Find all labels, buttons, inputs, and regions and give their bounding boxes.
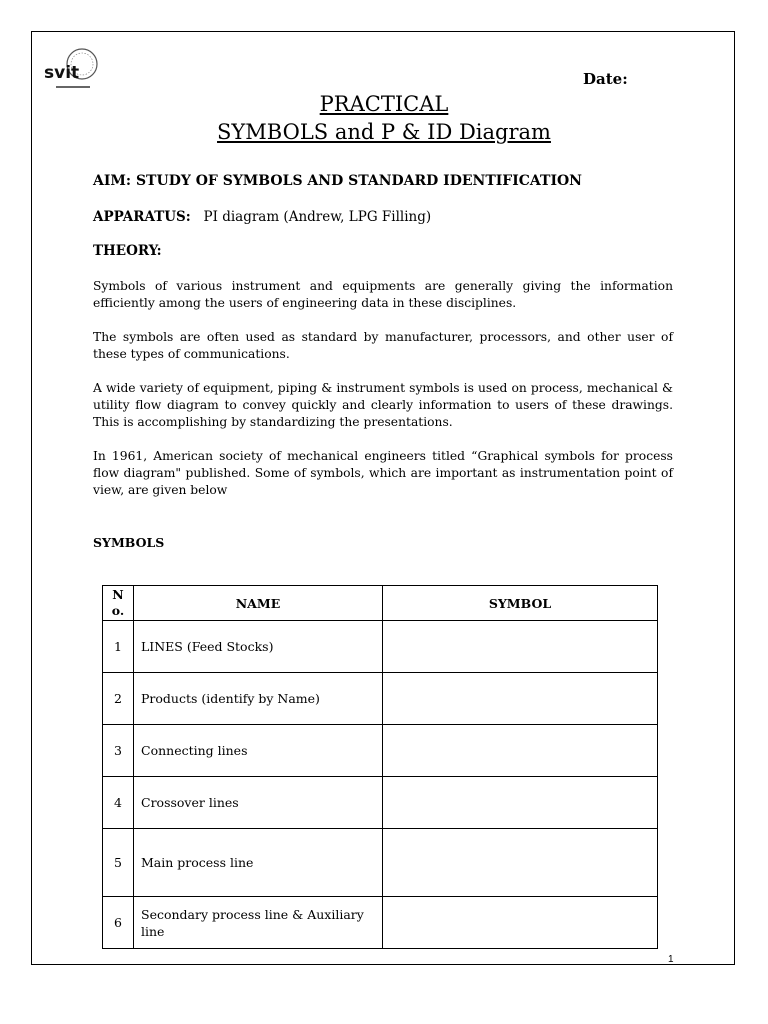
- row-number: 3: [103, 725, 134, 777]
- apparatus-line: [93, 209, 431, 225]
- logo-text: svit: [44, 63, 80, 83]
- row-name: Main process line: [134, 829, 383, 897]
- symbols-table: [102, 585, 658, 949]
- theory-heading: THEORY:: [93, 243, 162, 259]
- row-symbol: [383, 725, 658, 777]
- row-number: 1: [103, 621, 134, 673]
- header-no: N o.: [103, 586, 134, 621]
- aim-heading: AIM: STUDY OF SYMBOLS AND STANDARD IDENTIFICATION: [93, 173, 582, 189]
- row-symbol: [383, 777, 658, 829]
- institute-logo: [42, 44, 104, 94]
- row-number: 6: [103, 897, 134, 949]
- row-number: 5: [103, 829, 134, 897]
- theory-paragraph-3: A wide variety of equipment, piping & instrument symbols is used on process, mechanical & utility flow diagram to convey quickly and clearly information to users of these drawings. This is accomplishing by standardizing the presentations.: [93, 381, 673, 429]
- row-number: 4: [103, 777, 134, 829]
- symbols-heading: SYMBOLS: [93, 535, 165, 550]
- theory-paragraph-4: In 1961, American society of mechanical engineers titled “Graphical symbols for process flow diagram" published. Some of symbols, which are important as instrumentation point of view, are given below: [93, 449, 673, 497]
- row-name: Secondary process line & Auxiliary line: [134, 897, 383, 949]
- row-name: Products (identify by Name): [134, 673, 383, 725]
- row-name: LINES (Feed Stocks): [134, 621, 383, 673]
- table-row: [103, 897, 658, 949]
- row-symbol: [383, 621, 658, 673]
- row-symbol: [383, 829, 658, 897]
- date-label: Date:: [583, 70, 628, 88]
- theory-paragraph-2: The symbols are often used as standard by manufacturer, processors, and other user of these types of communications.: [93, 330, 673, 361]
- row-symbol: [383, 673, 658, 725]
- row-number: 2: [103, 673, 134, 725]
- apparatus-label: APPARATUS:: [93, 209, 191, 225]
- table-row: [103, 829, 658, 897]
- row-name: Crossover lines: [134, 777, 383, 829]
- document-subtitle: SYMBOLS and P & ID Diagram: [217, 120, 551, 144]
- table-row: [103, 777, 658, 829]
- document-title: PRACTICAL: [319, 92, 449, 116]
- table-row: [103, 725, 658, 777]
- theory-paragraph-1: Symbols of various instrument and equipments are generally giving the information efficiently among the users of engineering data in these disciplines.: [93, 279, 673, 310]
- table-header-row: [103, 586, 658, 621]
- header-symbol: SYMBOL: [383, 586, 658, 621]
- header-name: NAME: [134, 586, 383, 621]
- apparatus-value: PI diagram (Andrew, LPG Filling): [203, 209, 432, 225]
- row-symbol: [383, 897, 658, 949]
- page-number: 1: [668, 954, 674, 965]
- table-row: [103, 621, 658, 673]
- row-name: Connecting lines: [134, 725, 383, 777]
- table-row: [103, 673, 658, 725]
